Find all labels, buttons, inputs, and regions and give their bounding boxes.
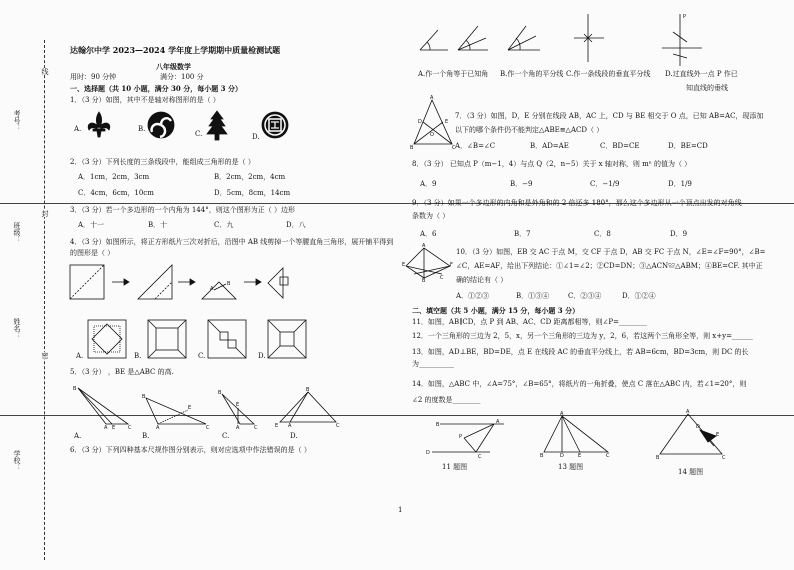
q3-option-a: A．十一 xyxy=(78,221,105,229)
q1-tree-figure xyxy=(204,110,230,142)
svg-text:E: E xyxy=(402,262,406,268)
svg-text:C: C xyxy=(452,145,456,151)
svg-text:C: C xyxy=(206,425,210,431)
svg-text:B: B xyxy=(142,394,146,400)
svg-text:A: A xyxy=(430,95,434,101)
q8-option-d: D．1/9 xyxy=(668,180,692,188)
q4-folding-figure xyxy=(68,263,308,305)
q9-option-b: B．7 xyxy=(514,230,531,238)
q1-spiral-figure xyxy=(146,110,176,140)
q14-text: 14．如图，△ABC 中，∠A=75°，∠B=65°，将纸片的一角折叠，使点 C 落在△ABC 内，若∠1=20°，则 xyxy=(412,380,747,388)
svg-text:E: E xyxy=(236,402,240,408)
q3-option-b: B．十 xyxy=(148,221,168,229)
q7-text-2: 以下的哪个条件仍不能判定△ABE≌△ACD（ ） xyxy=(455,126,604,134)
page-number: 1 xyxy=(398,506,403,514)
section2-title: 二、填空题（共 5 小题，满分 15 分，每小题 3 分） xyxy=(412,306,580,315)
q4-text-2: 的图形是（ ） xyxy=(70,249,115,257)
q5-triangles-figure xyxy=(70,384,340,431)
q4-options-figure xyxy=(86,318,326,360)
q10-option-b: B．①③④ xyxy=(516,292,550,300)
q11-text: 11．如图，AB∥CD，点 P 到 AB、AC、CD 距离都相等，则∠P=________ xyxy=(412,318,647,326)
svg-text:F: F xyxy=(450,262,453,268)
svg-text:B: B xyxy=(410,145,414,151)
q3-option-c: C．九 xyxy=(214,221,234,229)
q5-text: 5．（3 分） ，BE 是△ABC 的高. xyxy=(70,368,174,376)
svg-text:A: A xyxy=(156,425,160,431)
q1-label-b: B. xyxy=(138,125,146,133)
svg-text:E: E xyxy=(445,119,449,125)
svg-text:A: A xyxy=(496,419,500,425)
svg-text:A: A xyxy=(210,286,214,292)
q14-caption: 14 题图 xyxy=(678,468,704,476)
q2-option-a: A．1cm，2cm，3cm xyxy=(78,173,150,181)
svg-text:A: A xyxy=(288,423,292,429)
svg-text:D: D xyxy=(696,424,700,430)
exam-subject: 八年级数学 xyxy=(156,62,191,71)
svg-text:D: D xyxy=(560,453,564,459)
q9-option-c: C．8 xyxy=(594,230,611,238)
q5-option-a: A. xyxy=(74,432,82,440)
exam-score: 满分：100 分 xyxy=(160,73,204,81)
q4-text: 4．（3 分）如图所示，将正方形纸片三次对折后，沿图中 AB 线剪掉一个等腰直角三角形，展开铺平得到 xyxy=(70,238,394,246)
seal-char-seal: 封 xyxy=(41,210,49,217)
q3-option-d: D．八 xyxy=(286,221,306,229)
svg-text:P: P xyxy=(459,434,463,440)
q9-text-2: 条数为（ ） xyxy=(412,212,450,220)
q10-option-a: A．①②③ xyxy=(456,292,490,300)
q8-option-c: C．−1/9 xyxy=(590,180,620,188)
q1-label-a: A. xyxy=(74,125,82,133)
q9-option-d: D．9 xyxy=(670,230,688,238)
q9-option-a: A．6 xyxy=(420,230,437,238)
q10-option-d: D．①②④ xyxy=(622,292,656,300)
q7-option-a: A．∠B=∠C xyxy=(455,142,496,150)
q6-option-c: C.作一条线段的垂直平分线 xyxy=(566,70,651,78)
svg-text:E: E xyxy=(275,423,279,429)
svg-text:B: B xyxy=(422,278,426,284)
seal-char-close: 密 xyxy=(41,352,49,359)
side-label-class: 班级： xyxy=(13,222,21,243)
svg-text:C: C xyxy=(336,423,340,429)
q13-text-2: 为__________ xyxy=(412,360,454,368)
q6-option-b: B.作一个角的平分线 xyxy=(500,70,564,78)
svg-text:C: C xyxy=(254,425,258,431)
q6-option-d-2: 知直线的垂线 xyxy=(686,84,728,92)
q12-text: 12．一个三角形的三边为 2，5，x，另一个三角形的三边为 y，2，6，若这两个三角形全等，则 x+y=______ xyxy=(412,332,753,340)
q4-option-c: C. xyxy=(198,352,206,360)
q4-option-b: B. xyxy=(134,352,142,360)
q7-text: 7．（3 分）如图，D，E 分别在线段 AB，AC 上，CD 与 BE 相交于 O 点，已知 AB=AC，现添加 xyxy=(455,112,764,120)
svg-text:D: D xyxy=(426,450,430,456)
q10-text: 10．（3 分）如图，EB 交 AC 于点 M，交 CF 于点 D，AB 交 FC 于点 N，∠E=∠F=90°，∠B= xyxy=(456,248,766,256)
q10-figure xyxy=(402,244,454,282)
svg-text:E: E xyxy=(578,453,582,459)
q8-option-b: B．−9 xyxy=(510,180,533,188)
q1-fleur-de-lis-figure xyxy=(84,110,114,140)
q10-text-2: ∠C，AE=AF，给出下列结论：①∠1=∠2；②CD=DN；③△ACN≌△ABM；④BE=CF. 其中正 xyxy=(456,262,763,270)
svg-text:E: E xyxy=(112,425,116,431)
q7-option-c: C．BD=CE xyxy=(600,142,640,150)
svg-text:B: B xyxy=(656,455,660,461)
svg-text:A: A xyxy=(104,425,108,431)
exam-title: 达翰尔中学 2023—2024 学年度上学期期中质量检测试题 xyxy=(70,45,281,55)
q1-coin-figure xyxy=(260,110,290,140)
q11-caption: 11 题图 xyxy=(442,463,468,471)
q1-label-c: C. xyxy=(195,130,203,138)
svg-text:B: B xyxy=(73,386,77,392)
side-label-school: 学校： xyxy=(13,450,21,471)
q13-figure xyxy=(540,412,612,458)
svg-text:A: A xyxy=(560,411,564,417)
exam-time: 用时：90 分钟 xyxy=(70,73,117,81)
seal-char-line: 线 xyxy=(41,68,49,75)
q13-caption: 13 题图 xyxy=(558,463,584,471)
q4-option-d: D. xyxy=(258,352,266,360)
svg-text:C: C xyxy=(606,453,610,459)
svg-text:B: B xyxy=(218,390,222,396)
q5-option-b: B. xyxy=(142,432,150,440)
q5-option-d: D. xyxy=(290,432,298,440)
q13-text: 13．如图，AD⊥BE，BD=DE，点 E 在线段 AC 的垂直平分线上，若 AB=6cm，BD=3cm，则 DC 的长 xyxy=(412,348,749,356)
svg-text:O: O xyxy=(430,132,434,138)
svg-text:E: E xyxy=(188,405,192,411)
svg-text:E: E xyxy=(716,432,720,438)
q8-option-a: A．9 xyxy=(420,180,437,188)
svg-text:D: D xyxy=(418,119,422,125)
section1-title: 一、选择题（共 10 小题，满分 30 分，每小题 3 分） xyxy=(70,84,242,93)
side-label-name: 姓名： xyxy=(13,318,21,339)
q6-option-a: A.作一个角等于已知角 xyxy=(418,70,489,78)
svg-text:C: C xyxy=(478,454,482,460)
q14-text-2: ∠2 的度数是________ xyxy=(412,396,481,404)
q2-text: 2．（3 分）下列长度的三条线段中，能组成三角形的是（ ） xyxy=(70,158,255,166)
q10-option-c: C．②③④ xyxy=(568,292,602,300)
svg-text:C: C xyxy=(440,275,444,281)
svg-text:P: P xyxy=(683,14,687,20)
q3-text: 3．（3 分）若一个多边形的一个内角为 144°，则这个图形为正（ ）边形 xyxy=(70,206,295,214)
q8-text: 8．（3 分） 已知点 P（m−1，4）与点 Q（2，n−5）关于 x 轴对称，则 mⁿ 的值为（ ） xyxy=(412,160,692,168)
svg-text:C: C xyxy=(128,425,132,431)
q1-text: 1．（3 分）如图，其中不是轴对称图形的是（ ） xyxy=(70,96,220,104)
svg-text:B: B xyxy=(436,422,440,428)
svg-text:B: B xyxy=(306,387,310,393)
q4-option-a: A. xyxy=(76,352,84,360)
svg-text:A: A xyxy=(422,243,426,249)
q2-option-c: C．4cm，6cm，10cm xyxy=(78,189,154,197)
side-label-exam-number: 考号： xyxy=(13,110,21,131)
q6-option-d: D.过直线外一点 P 作已 xyxy=(665,70,738,78)
svg-text:B: B xyxy=(540,453,544,459)
q6-constructions-figure xyxy=(418,12,708,70)
q1-label-d: D. xyxy=(252,133,260,141)
svg-text:A: A xyxy=(686,409,690,415)
q7-option-d: D．BE=CD xyxy=(668,142,708,150)
svg-text:A: A xyxy=(236,425,240,431)
q2-option-b: B．2cm，2cm，4cm xyxy=(214,173,286,181)
q7-option-b: B．AD=AE xyxy=(530,142,569,150)
q10-text-3: 确的结论有（ ） xyxy=(456,276,508,284)
binding-line xyxy=(44,40,45,560)
q2-option-d: D．5cm，8cm，14cm xyxy=(214,189,291,197)
q7-figure xyxy=(410,96,456,150)
svg-text:B: B xyxy=(227,281,231,287)
svg-text:C: C xyxy=(722,455,726,461)
q5-option-c: C. xyxy=(222,432,230,440)
q14-figure xyxy=(656,410,728,462)
q6-text: 6．（3 分）下列四种基本尺规作图分别表示，则对应选项中作法错误的是（ ） xyxy=(70,446,311,454)
q11-figure xyxy=(424,416,508,460)
q9-text: 9．（3 分）如果一个多边形的内角和是外角和的 2 倍还多 180°，那么这个多边形从一个顶点出发的对角线 xyxy=(412,199,742,207)
